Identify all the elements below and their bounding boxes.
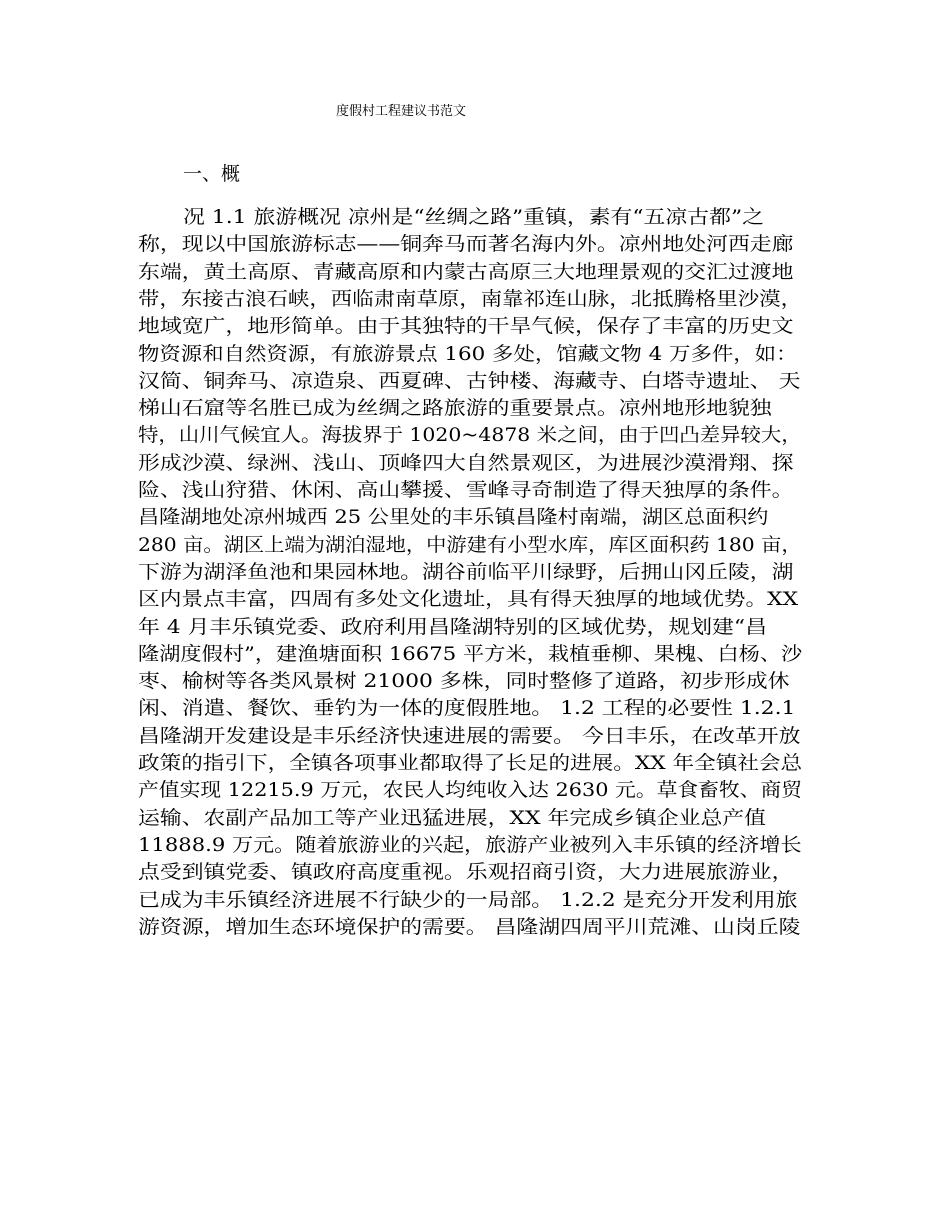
text-line: 闲、消遣、餐饮、垂钓为一体的度假胜地。 1.2 工程的必要性 1.2.1 (138, 697, 796, 720)
text-line: 昌隆湖地处凉州城西 25 公里处的丰乐镇昌隆村南端，湖区总面积约 (138, 506, 769, 529)
text-line: 带，东接古浪石峡，西临肃南草原，南靠祁连山脉，北抵腾格里沙漠， (138, 287, 803, 310)
text-line: 年 4 月丰乐镇党委、政府利用昌隆湖特别的区域优势，规划建“昌 (138, 615, 767, 638)
text-line: 政策的指引下，全镇各项事业都取得了长足的进展。XX 年全镇社会总 (138, 752, 803, 774)
text-line: 280 亩。湖区上端为湖泊湿地，中游建有小型水库，库区面积药 180 亩， (138, 533, 802, 556)
text-line: 形成沙漠、绿洲、浅山、顶峰四大自然景观区，为进展沙漠滑翔、探 (138, 451, 794, 474)
text-line: 况 1.1 旅游概况 凉州是“丝绸之路”重镇，素有“五凉古都”之 (183, 206, 764, 228)
text-line: 运输、农副产品加工等产业迅猛进展，XX 年完成乡镇企业总产值 (138, 806, 767, 829)
text-line: 11888.9 万元。随着旅游业的兴起，旅游产业被列入丰乐镇的经济增长 (138, 833, 802, 856)
document-title: 度假村工程建议书范文 (336, 104, 467, 119)
text-line: 梯山石窟等名胜已成为丝绸之路旅游的重要景点。凉州地形地貌独 (138, 397, 772, 420)
text-line: 东端，黄土高原、青藏高原和内蒙古高原三大地理景观的交汇过渡地 (138, 260, 794, 283)
text-line: 游资源，增加生态环境保护的需要。 昌隆湖四周平川荒滩、山岗丘陵 (138, 915, 801, 938)
text-line: 特，山川气候宜人。海拔界于 1020~4878 米之间，由于凹凸差异较大， (138, 424, 802, 447)
text-line: 已成为丰乐镇经济进展不行缺少的一局部。 1.2.2 是充分开发利用旅 (138, 888, 798, 911)
text-line: 物资源和自然资源，有旅游景点 160 多处，馆藏文物 4 万多件，如： (138, 342, 798, 365)
section-heading: 一、概 (183, 163, 241, 185)
text-line: 下游为湖泽鱼池和果园林地。湖谷前临平川绿野，后拥山冈丘陵，湖 (138, 560, 794, 583)
text-line: 隆湖度假村”，建渔塘面积 16675 平方米，栽植垂柳、果槐、白杨、沙 (138, 642, 803, 665)
text-line: 地域宽广，地形简单。由于其独特的干旱气候，保存了丰富的历史文 (138, 315, 794, 338)
text-line: 称，现以中国旅游标志——铜奔马而著名海内外。凉州地处河西走廊 (138, 233, 794, 256)
text-line: 昌隆湖开发建设是丰乐经济快速进展的需要。 今日丰乐，在改革开放 (138, 724, 801, 747)
text-line: 产值实现 12215.9 万元，农民人均纯收入达 2630 元。草食畜牧、商贸 (138, 779, 803, 802)
text-line: 点受到镇党委、镇政府高度重视。乐观招商引资，大力进展旅游业， (138, 861, 794, 884)
text-line: 区内景点丰富，四周有多处文化遗址，具有得天独厚的地域优势。XX (138, 588, 799, 611)
text-line: 枣、榆树等各类风景树 21000 多株，同时整修了道路，初步形成休 (138, 670, 790, 693)
text-line: 险、浅山狩猎、休闲、高山攀援、雪峰寻奇制造了得天独厚的条件。 (138, 479, 794, 501)
text-line: 汉简、铜奔马、凉造泉、西夏碑、古钟楼、海藏寺、白塔寺遗址、 天 (138, 369, 801, 392)
